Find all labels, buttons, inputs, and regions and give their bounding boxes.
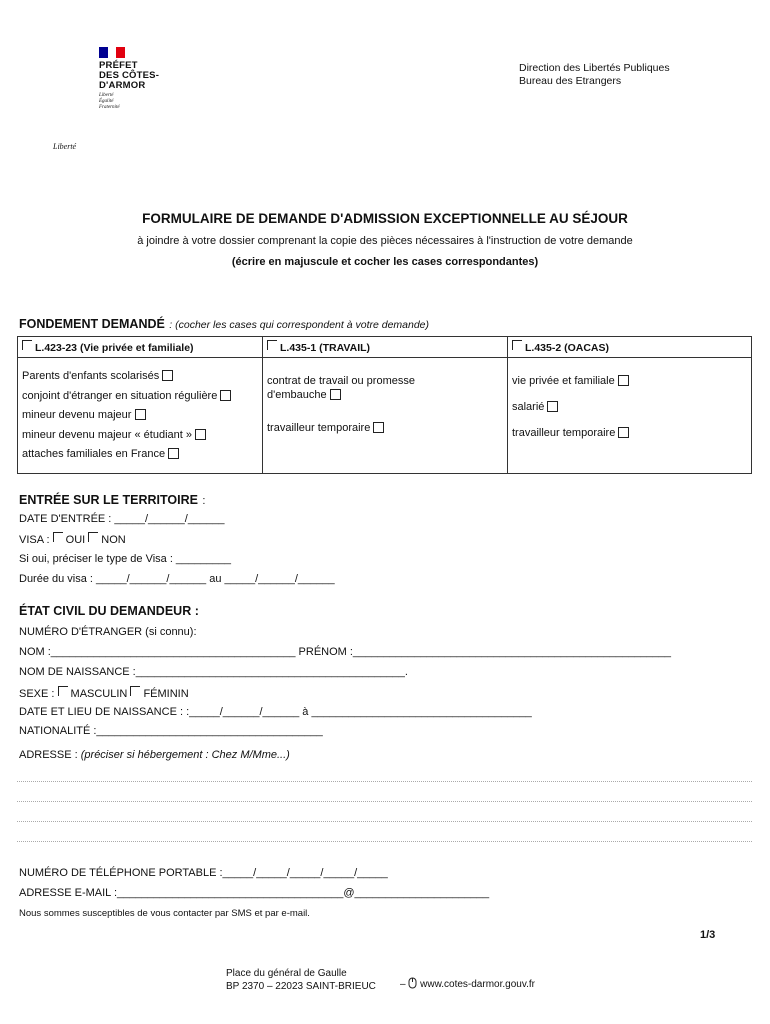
- form-title: FORMULAIRE DE DEMANDE D'ADMISSION EXCEPTIONNELLE AU SÉJOUR: [142, 211, 628, 226]
- email-field[interactable]: ADRESSE E-MAIL :_____________________________________@______________________: [19, 887, 490, 899]
- logo-motto: [99, 93, 120, 111]
- visa-row: [19, 532, 126, 546]
- logo-line: D'ARMOR: [99, 80, 146, 91]
- adresse-line-2[interactable]: [17, 801, 752, 802]
- entry-date-field[interactable]: DATE D'ENTRÉE : _____/______/______: [19, 513, 225, 525]
- adresse-note: (préciser si hébergement : Chez M/Mme...): [80, 749, 290, 761]
- checkbox[interactable]: [547, 401, 558, 412]
- item-label: conjoint d'étranger en situation régulière: [22, 389, 218, 402]
- nom-naissance-field[interactable]: NOM DE NAISSANCE :____________________________________________.: [19, 666, 408, 678]
- visa-oui-label: OUI: [65, 534, 86, 546]
- entree-heading: ENTRÉE SUR LE TERRITOIRE: [19, 493, 198, 507]
- checkbox[interactable]: [168, 448, 179, 459]
- visa-non-checkbox[interactable]: [88, 532, 98, 542]
- item-label: mineur devenu majeur « étudiant »: [22, 428, 192, 441]
- col-header-label: L.423-23 (Vie privée et familiale): [35, 342, 194, 354]
- list-item: [22, 367, 258, 387]
- fondement-note: : (cocher les cases qui correspondent à votre demande): [169, 319, 430, 331]
- item-label: attaches familiales en France: [22, 448, 166, 460]
- prefet-logo-text: [99, 61, 159, 91]
- col-header-label: L.435-1 (TRAVAIL): [280, 342, 371, 354]
- date-lieu-naissance-field[interactable]: DATE ET LIEU DE NAISSANCE : :_____/______/______ à ____________________________________: [19, 706, 532, 718]
- masculin-label: MASCULIN: [70, 688, 128, 700]
- col-header-label: L.435-2 (OACAS): [525, 342, 610, 354]
- motto-line: Liberté: [99, 93, 114, 98]
- list-item: [267, 421, 503, 435]
- numero-etranger-field[interactable]: NUMÉRO D'ÉTRANGER (si connu):: [19, 626, 197, 638]
- direction-block: [519, 62, 670, 88]
- footer-dash: –: [400, 979, 406, 990]
- fondement-table: [17, 336, 752, 474]
- checkbox[interactable]: [220, 390, 231, 401]
- checkbox[interactable]: [618, 375, 629, 386]
- list-item: [22, 406, 258, 426]
- mouse-icon: [408, 977, 417, 989]
- list-item: [267, 374, 503, 402]
- checkbox-l423-23[interactable]: [22, 340, 32, 350]
- checkbox[interactable]: [330, 389, 341, 400]
- item-label: travailleur temporaire: [512, 427, 616, 439]
- nationalite-field[interactable]: NATIONALITÉ :_____________________________________: [19, 725, 323, 737]
- item-label: contrat de travail ou promesse: [267, 375, 415, 387]
- visa-duration-field[interactable]: Durée du visa : _____/______/______ au _____/______/______: [19, 573, 335, 585]
- checkbox[interactable]: [162, 370, 173, 381]
- adresse-line-1[interactable]: [17, 781, 752, 782]
- logo-line: DES CÔTES-: [99, 70, 160, 81]
- nom-prenom-field[interactable]: NOM :________________________________________ PRÉNOM :____________________________________________________: [19, 646, 672, 658]
- footer-address-line: Place du général de Gaulle: [226, 968, 347, 979]
- checkbox[interactable]: [135, 409, 146, 420]
- visa-oui-checkbox[interactable]: [53, 532, 63, 542]
- entree-colon: :: [202, 495, 206, 507]
- logo-line: PRÉFET: [99, 60, 138, 71]
- masculin-checkbox[interactable]: [58, 686, 68, 696]
- stray-liberte-text: Liberté: [53, 142, 77, 151]
- bureau-name: Bureau des Etrangers: [519, 75, 622, 87]
- checkbox[interactable]: [373, 422, 384, 433]
- form-subtitle: à joindre à votre dossier comprenant la copie des pièces nécessaires à l'instruction de votre demande: [137, 235, 633, 247]
- direction-name: Direction des Libertés Publiques: [519, 62, 670, 74]
- sexe-row: [19, 686, 189, 700]
- item-label: salarié: [512, 401, 545, 413]
- item-label: d'embauche: [267, 389, 327, 401]
- item-label: vie privée et familiale: [512, 375, 615, 387]
- visa-label: VISA :: [19, 534, 50, 546]
- visa-non-label: NON: [101, 534, 126, 546]
- etat-civil-heading: ÉTAT CIVIL DU DEMANDEUR :: [19, 604, 199, 618]
- page-number: 1/3: [700, 929, 716, 941]
- list-item: [512, 400, 747, 414]
- list-item: [22, 426, 258, 446]
- feminin-checkbox[interactable]: [130, 686, 140, 696]
- checkbox[interactable]: [618, 427, 629, 438]
- table-body-row: [18, 358, 752, 474]
- item-label: travailleur temporaire: [267, 422, 371, 434]
- checkbox-l435-1[interactable]: [267, 340, 277, 350]
- entree-heading-row: [19, 491, 205, 509]
- footer-url-row: [400, 977, 535, 990]
- col1-cell: [18, 358, 263, 474]
- list-item: [512, 426, 747, 440]
- adresse-line-4[interactable]: [17, 841, 752, 842]
- marianne-flag-icon: [99, 47, 125, 58]
- feminin-label: FÉMININ: [143, 688, 189, 700]
- contact-note: Nous sommes susceptibles de vous contacter par SMS et par e-mail.: [19, 908, 310, 919]
- list-item: [22, 445, 258, 465]
- item-label: mineur devenu majeur: [22, 409, 132, 421]
- motto-line: Égalité: [99, 99, 114, 104]
- col-header-l423-23: [18, 337, 263, 358]
- adresse-label: ADRESSE :: [19, 749, 78, 761]
- fondement-heading-row: [19, 315, 429, 333]
- visa-type-field[interactable]: Si oui, préciser le type de Visa : _________: [19, 553, 231, 565]
- item-label: Parents d'enfants scolarisés: [22, 370, 160, 382]
- col-header-l435-2: [508, 337, 752, 358]
- motto-line: Fraternité: [99, 105, 120, 110]
- col2-cell: [263, 358, 508, 474]
- col-header-l435-1: [263, 337, 508, 358]
- list-item: [512, 374, 747, 388]
- list-item: [22, 387, 258, 407]
- adresse-row: [19, 749, 290, 761]
- checkbox-l435-2[interactable]: [512, 340, 522, 350]
- telephone-field[interactable]: NUMÉRO DE TÉLÉPHONE PORTABLE :_____/_____/_____/_____/_____: [19, 867, 388, 879]
- checkbox[interactable]: [195, 429, 206, 440]
- col3-cell: [508, 358, 752, 474]
- footer-address: [226, 967, 376, 993]
- adresse-line-3[interactable]: [17, 821, 752, 822]
- table-header-row: [18, 337, 752, 358]
- footer-address-line: BP 2370 – 22023 SAINT-BRIEUC: [226, 981, 376, 992]
- form-subtitle-bold: (écrire en majuscule et cocher les cases correspondantes): [231, 256, 539, 268]
- fondement-heading: FONDEMENT DEMANDÉ: [19, 317, 165, 331]
- sexe-label: SEXE :: [19, 688, 55, 700]
- footer-url-link[interactable]: www.cotes-darmor.gouv.fr: [420, 979, 535, 990]
